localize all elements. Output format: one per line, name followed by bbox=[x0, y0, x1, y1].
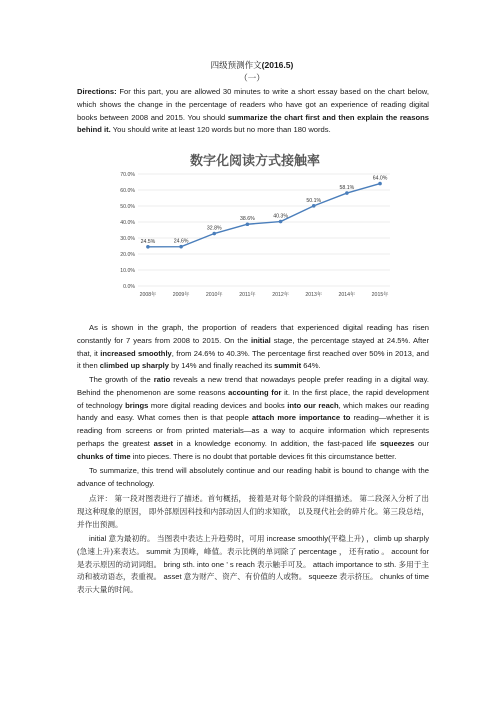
document-title bbox=[0, 59, 504, 71]
y-tick-label: 10.0% bbox=[120, 268, 135, 275]
x-tick-label: 2010年 bbox=[205, 292, 223, 298]
x-tick-label: 2015年 bbox=[371, 292, 389, 298]
data-point bbox=[179, 245, 183, 249]
essay-paragraph-1: As is shown in the graph, the proportion of readers that experienced digital reading has risen constantly for 7 years from 2008 to 2015. On the initial stage, the percentage stayed at 24.5%. After that, it increased smoothly, from 24.6% to 40.3%. The percentage first reached over 50% in 2013, and it then climbed up sharply by 14% and finally reached its summit 64%. bbox=[77, 323, 430, 371]
data-point bbox=[146, 245, 150, 249]
line-chart bbox=[110, 150, 400, 312]
x-tick-label: 2011年 bbox=[239, 292, 256, 298]
data-point bbox=[246, 222, 250, 226]
data-point bbox=[378, 182, 382, 186]
y-tick-label: 20.0% bbox=[120, 252, 135, 259]
chart-plot bbox=[110, 150, 400, 312]
data-point bbox=[312, 204, 316, 208]
data-label: 24.5% bbox=[140, 238, 156, 245]
data-label: 38.6% bbox=[240, 216, 255, 223]
data-label: 24.6% bbox=[173, 238, 189, 245]
y-tick-label: 30.0% bbox=[120, 236, 135, 243]
essay-paragraph-2: The growth of the ratio reveals a new trend that nowadays people prefer reading in a digital way. Behind the phenomenon are some reasons accounting for it. In the first place, the rapid development of technology brings more digital reading devices and books into our reach, which makes our reading handy and easy. What comes then is that people attach more importance to reading—whether it is reading from screens or from printed materials—as a way to acquire information which represents perhaps the greatest asset in a knowledge economy. In addition, the fast-paced life squeezes our chunks of time into pieces. There is no doubt that portable devices fit this circumstance better. bbox=[77, 375, 429, 461]
data-point bbox=[345, 191, 349, 195]
x-tick-label: 2012年 bbox=[272, 292, 289, 298]
y-tick-label: 40.0% bbox=[120, 220, 135, 227]
x-tick-label: 2008年 bbox=[139, 292, 157, 298]
x-tick-label: 2009年 bbox=[172, 292, 190, 298]
data-point bbox=[279, 220, 283, 224]
data-label: 40.3% bbox=[273, 213, 288, 220]
commentary-paragraph-2: initial 意为最初的。 当图表中表达上升趋势时，可用 increase smoothly(平稳上升) ，climb up sharply (急速上升)来表达。 summit 为顶峰，峰值。表示比例的单词除了 percentage ， 还有ratio 。 account for 是表示原因的动词词组。 bring sth. into one ’ s reach 表示触手可及。 attach importance to sth. 多用于主动和被动语态，表重视。 asset 意为财产、资产、有价值的人或物。 squeeze 表示挤压。 chunks of time 表示大量的时间。 bbox=[77, 534, 429, 595]
commentary-paragraph-1: 点评： 第一段对图表进行了描述。首句概括， 接着是对每个阶段的详细描述。 第二段深入分析了出现这种现象的原因， 即外部原因科技和内部动因人们的求知欲， 以及现代社会的碎片化。第三段总结，并作出预测。 bbox=[77, 494, 429, 529]
y-tick-label: 60.0% bbox=[120, 188, 135, 195]
y-tick-label: 70.0% bbox=[120, 172, 135, 179]
data-label: 58.1% bbox=[339, 185, 355, 192]
essay-paragraph-3: To summarize, this trend will absolutely continue and our reading habit is bound to change with the advance of technology. bbox=[77, 466, 429, 488]
x-tick-label: 2013年 bbox=[305, 292, 323, 298]
y-tick-label: 0.0% bbox=[123, 284, 135, 291]
directions-paragraph: Directions: For this part, you are allowed 30 minutes to write a short essay based on the chart below, which shows the change in the percentage of readers who have got an experience of reading digital books between 2008 and 2015. You should summarize the chart first and then explain the reasons behind it. You should write at least 120 words but no more than 180 words. bbox=[77, 87, 429, 135]
document-subtitle: （一） bbox=[239, 73, 265, 83]
data-label: 64.0% bbox=[372, 175, 388, 182]
directions-label: Directions: bbox=[77, 87, 117, 96]
title-text: 四级预测作文 bbox=[210, 60, 262, 70]
y-tick-label: 50.0% bbox=[120, 204, 135, 211]
data-label: 32.8% bbox=[206, 225, 222, 232]
data-label: 50.1% bbox=[306, 197, 322, 204]
x-tick-label: 2014年 bbox=[338, 292, 356, 298]
title-date: (2016.5) bbox=[261, 60, 294, 70]
data-point bbox=[212, 232, 216, 236]
chart-title: 数字化阅读方式接触率 bbox=[189, 154, 320, 169]
